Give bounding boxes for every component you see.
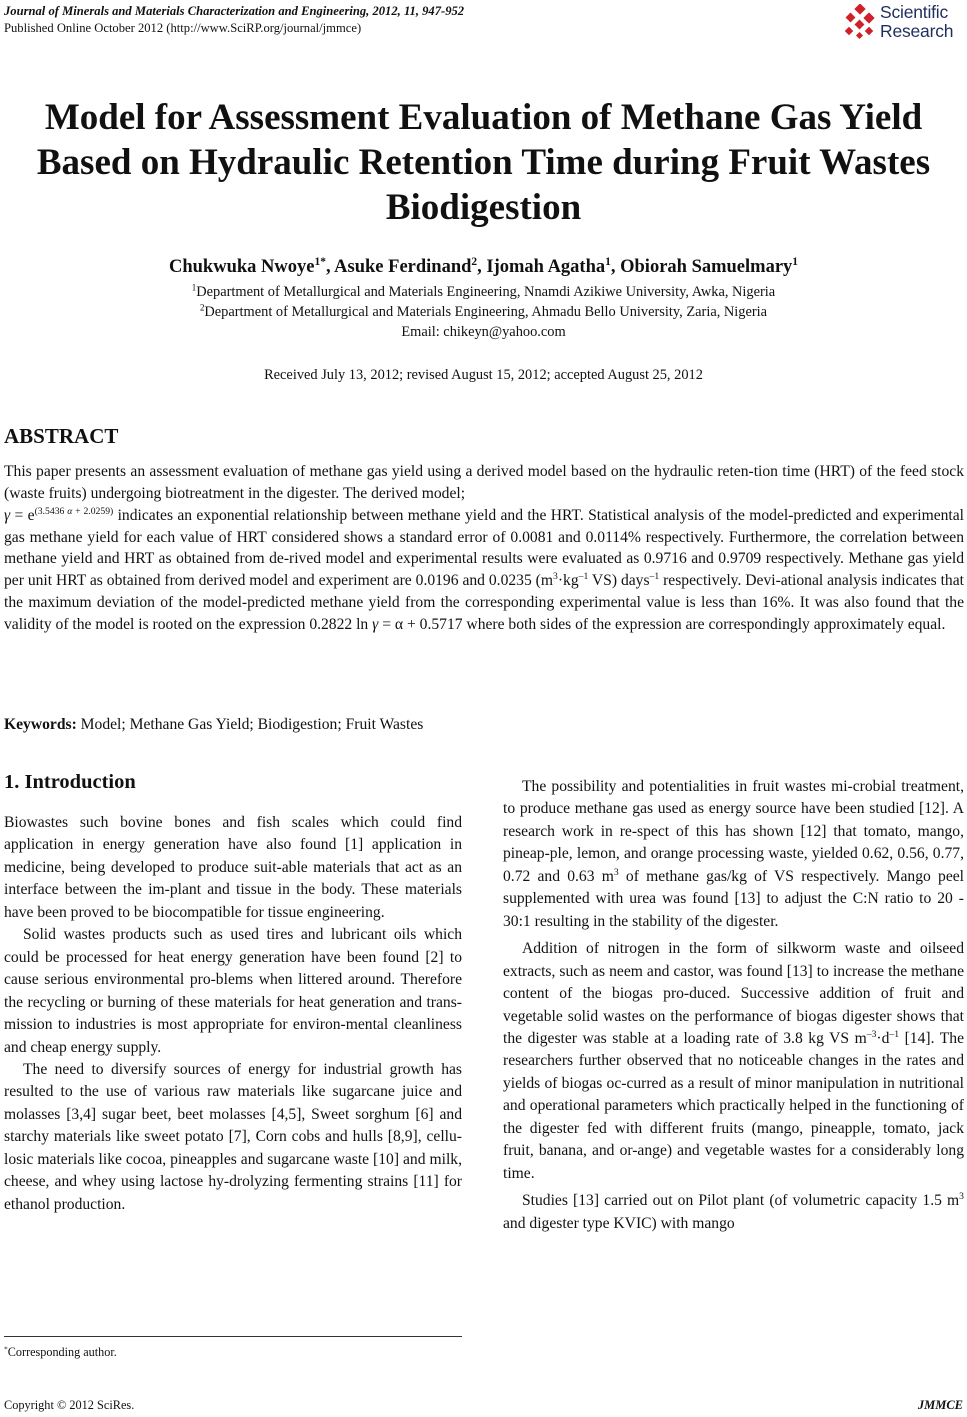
footnote-text: Corresponding author. (7, 1345, 117, 1359)
logo-line2: Research (880, 20, 954, 41)
left-column (4, 812, 462, 1216)
paragraph-text: The possibility and potentialities in fruit wastes mi-crobial treatment, to produce methane gas used as energy source have been studied [12]. A research work in re-spect of this has shown [12] that tomato, mango, pineap-ple, lemon, and orange processing waste, yielded 0.62, 0.56, 0.77, 0.72 and 0.63 m (503, 778, 964, 885)
keywords-label: Keywords: (4, 716, 77, 733)
paragraph-text: [14]. The researchers further observed that no noticeable changes in the rates and yields of biogas oc-curred as a result of minor manipulation in nutritional and operational parameters which practically helped in the functioning of the digester fed with different fruits (mango, pineapple, tomato, jack fruit, banana, and or-ange) and vegetable wastes for a considerably long time. (503, 1029, 964, 1182)
footnote (4, 1345, 117, 1360)
received-dates: Received July 13, 2012; revised August 15, 2012; accepted August 25, 2012 (264, 367, 703, 383)
title-line-1: Model for Assessment Evaluation of Methane Gas Yield (44, 97, 923, 138)
abstract-text: indicates an exponential relationship between methane yield and the HRT. Statistical analysis of the model-predicted and experimental gas methane yield for each value of HRT considered shows a standard error of 0.0081 and 0.0114% respectively. Furthermore, the correlation between methane yield and HRT as obtained from de-rived model and experimental results were evaluated as 0.9716 and 0.9709 respectively. Methane gas yield per unit HRT as obtained from derived model and experiment are 0.0196 and 0.0235 (m (4, 506, 965, 590)
paragraph: Biowastes such bovine bones and fish scales which could find application in energy generation have also found [1] application in medicine, being developed to produce suit-able materials that act as an interface between the im-plant and tissue in the body. These materials have been proved to be biocompatible for tissue engineering. (4, 814, 462, 921)
author-affiliation-mark: 2 (471, 255, 478, 268)
abstract-heading: ABSTRACT (4, 424, 119, 448)
formula-gamma: γ (372, 615, 379, 633)
superscript: 3 (959, 1191, 964, 1203)
author-name: Chukwuka Nwoye (168, 257, 315, 277)
abstract-text: respectively. Devi-ational analysis indicates that the maximum deviation of the model-predicted methane yield from the corresponding experimental value is less than 16%. It was also found that the validity of the model is rooted on the expression 0.2822 ln (4, 572, 964, 633)
title-line-2: Based on Hydraulic Retention Time during Fruit Wastes (36, 142, 931, 183)
footnote-rule (4, 1336, 462, 1337)
logo-text (880, 3, 953, 40)
paragraph: Solid wastes products such as used tires and lubricant oils which could be processed for heat energy generation have been found [2] to cause serious environmental pro-blems when littered around. Therefore the recycling or burning of these materials for heat generation and trans-mission to industries is most appropriate for environ-mental cleanliness and cheap energy supply. (4, 926, 462, 1056)
right-column (503, 776, 964, 1235)
abstract-text: = α + 0.5717 where both sides of the expression are correspondingly approximately equal. (378, 615, 946, 633)
copyright: Copyright © 2012 SciRes. (4, 1398, 135, 1412)
journal-title: Journal of Minerals and Materials Characterization and Engineering (4, 4, 367, 18)
paragraph-text: Studies [13] carried out on Pilot plant (of volumetric capacity 1.5 m (522, 1192, 960, 1210)
scientific-research-logo-icon (842, 4, 878, 40)
formula-exponent-a: (3.5436 (34, 505, 68, 517)
abstract-text: This paper presents an assessment evaluation of methane gas yield using a derived model based on the hydraulic reten-tion time (HRT) of the feed stock (waste fruits) undergoing biotreatment in the digester. The derived model; (4, 463, 964, 502)
abstract-text: VS) days (588, 572, 650, 590)
abstract-text: ·kg (557, 572, 579, 590)
keywords (4, 716, 423, 734)
affiliation-number: 2 (199, 302, 205, 313)
superscript: –1 (649, 571, 660, 583)
paragraph-text: Addition of nitrogen in the form of silkworm waste and oilseed extracts, such as neem and castor, was found [13] to increase the methane content of the biogas pro-duced. Successive addition of fruit and vegetable solid wastes on the performance of biogas digester shows that the digester was stable at a loading rate of 3.8 kg VS m (503, 940, 964, 1047)
published-line: Published Online October 2012 (http://www.SciRP.org/journal/jmmce) (4, 21, 362, 35)
superscript: –3 (866, 1029, 877, 1040)
superscript: –1 (578, 571, 589, 583)
formula-exponent-b: + 2.0259) (72, 505, 114, 517)
author-affiliation-mark: 1 (792, 255, 799, 268)
formula-equals: = e (10, 506, 35, 524)
author-affiliation-mark: 1 (605, 255, 611, 268)
footnote-mark: * (4, 1344, 8, 1354)
author-affiliation-mark: 1* (314, 255, 326, 268)
affiliation-text: Department of Metallurgical and Materials Engineering, Ahmadu Bello University, Zaria, Nigeria (204, 304, 768, 320)
affiliation-1 (0, 283, 967, 302)
journal-volume: , 2012, 11, 947-952 (366, 4, 465, 18)
formula-exponent-alpha: α (67, 505, 73, 517)
logo-line1: Scientific (880, 2, 949, 22)
author-email[interactable]: Email: chikeyn@yahoo.com (401, 324, 566, 340)
affiliation-number: 1 (191, 282, 197, 293)
author-name: Obiorah Samuelmary (620, 257, 793, 277)
journal-header (4, 3, 464, 37)
affiliation-text: Department of Metallurgical and Materials Engineering, Nnamdi Azikiwe University, Awka, Nigeria (196, 284, 776, 300)
paragraph-text: and digester type KVIC) with mango (503, 1214, 735, 1232)
paragraph (503, 776, 964, 933)
section-heading-introduction: 1. Introduction (4, 771, 136, 793)
title-line-3: Biodigestion (385, 187, 582, 228)
formula-exponent (35, 506, 114, 517)
superscript: –1 (889, 1029, 900, 1040)
superscript: 3 (553, 571, 558, 583)
paragraph (503, 1190, 964, 1235)
paragraph: The need to diversify sources of energy for industrial growth has resulted to the use of various raw materials like sugarcane juice and molasses [3,4] sugar beet, beet molasses [4,5], Sweet sorghum [6] and starchy materials like sweet potato [7], Corn cobs and hulls [8,9], cellu-losic materials like cocoa, pineapples and sugarcane waste [10] and milk, cheese, and whey using lactose hy-drolyzing fermenting strains [11] for ethanol production. (4, 1060, 462, 1213)
paper-title (0, 95, 967, 230)
paragraph-text: ·d (876, 1029, 890, 1047)
formula-gamma: γ (4, 506, 11, 524)
paragraph (503, 938, 964, 1185)
affiliation-2 (0, 303, 967, 322)
keywords-text: Model; Methane Gas Yield; Biodigestion; Fruit Wastes (76, 716, 424, 733)
publisher-logo (842, 2, 967, 42)
superscript: 3 (613, 866, 619, 878)
author-name: Asuke Ferdinand (334, 257, 472, 277)
abstract-body (4, 461, 964, 636)
author-name: Ijomah Agatha (486, 257, 606, 277)
author-list: Chukwuka Nwoye$^{1*}$, Asuke Ferdinand$^2$, Ijomah Agatha$^1$, Obiorah Samuelmary$^1$ (168, 255, 799, 277)
journal-abbreviation: JMMCE (917, 1398, 963, 1412)
paragraph-text: of methane gas/kg of VS respectively. Mango peel supplemented with urea was found [13] to adjust the C:N ratio to 20 - 30:1 resulting in the stability of the digester. (503, 867, 964, 930)
